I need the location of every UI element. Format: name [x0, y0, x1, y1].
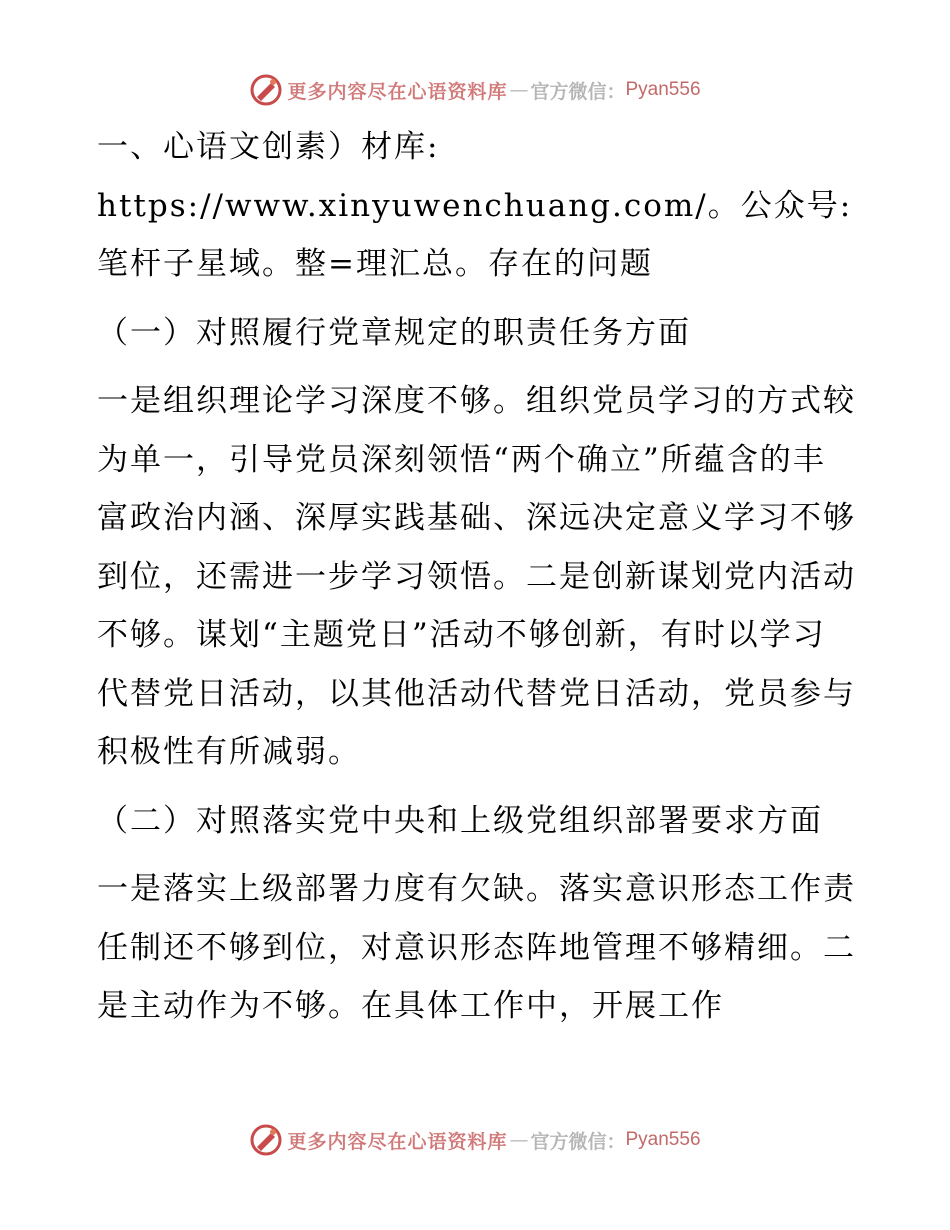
section-heading-2: （二）对照落实党中央和上级党组织部署要求方面 [97, 802, 823, 839]
wechat-label: 官方微信： [530, 1130, 626, 1153]
logo-icon [249, 73, 283, 107]
paragraph-intro: 一、心语文创素）材库: https://www.xinyuwenchuang.com/。公众号: 笔杆子星域。整=理汇总。存在的问题 [97, 129, 853, 282]
wechat-id: Pyan556 [625, 1129, 701, 1150]
paragraph-1: 一是组织理论学习深度不够。组织党员学习的方式较为单一，引导党员深刻领悟“两个确立”所蕴含的丰富政治内涵、深厚实践基础、深远决定意义学习不够到位，还需进一步学习领悟。二是创新谋划党内活动不够。谋划“主题党日”活动不够创新，有时以学习代替党日活动，以其他活动代替党日活动，党员参与积极性有所减弱。 [97, 383, 856, 770]
banner-separator: — [509, 79, 529, 101]
banner-separator: — [509, 1129, 529, 1151]
banner-text: 更多内容尽在心语资料库 [287, 1130, 508, 1153]
banner-text: 更多内容尽在心语资料库 [287, 80, 508, 103]
section-heading-1: （一）对照履行党章规定的职责任务方面 [97, 314, 691, 351]
document-body [97, 118, 857, 1036]
logo-icon [249, 1123, 283, 1157]
footer-banner [0, 1120, 950, 1160]
wechat-id: Pyan556 [625, 79, 701, 100]
paragraph-2: 一是落实上级部署力度有欠缺。落实意识形态工作责任制还不够到位，对意识形态阵地管理不够精细。二是主动作为不够。在具体工作中，开展工作 [97, 871, 856, 1024]
wechat-label: 官方微信： [530, 80, 626, 103]
header-banner [0, 70, 950, 110]
